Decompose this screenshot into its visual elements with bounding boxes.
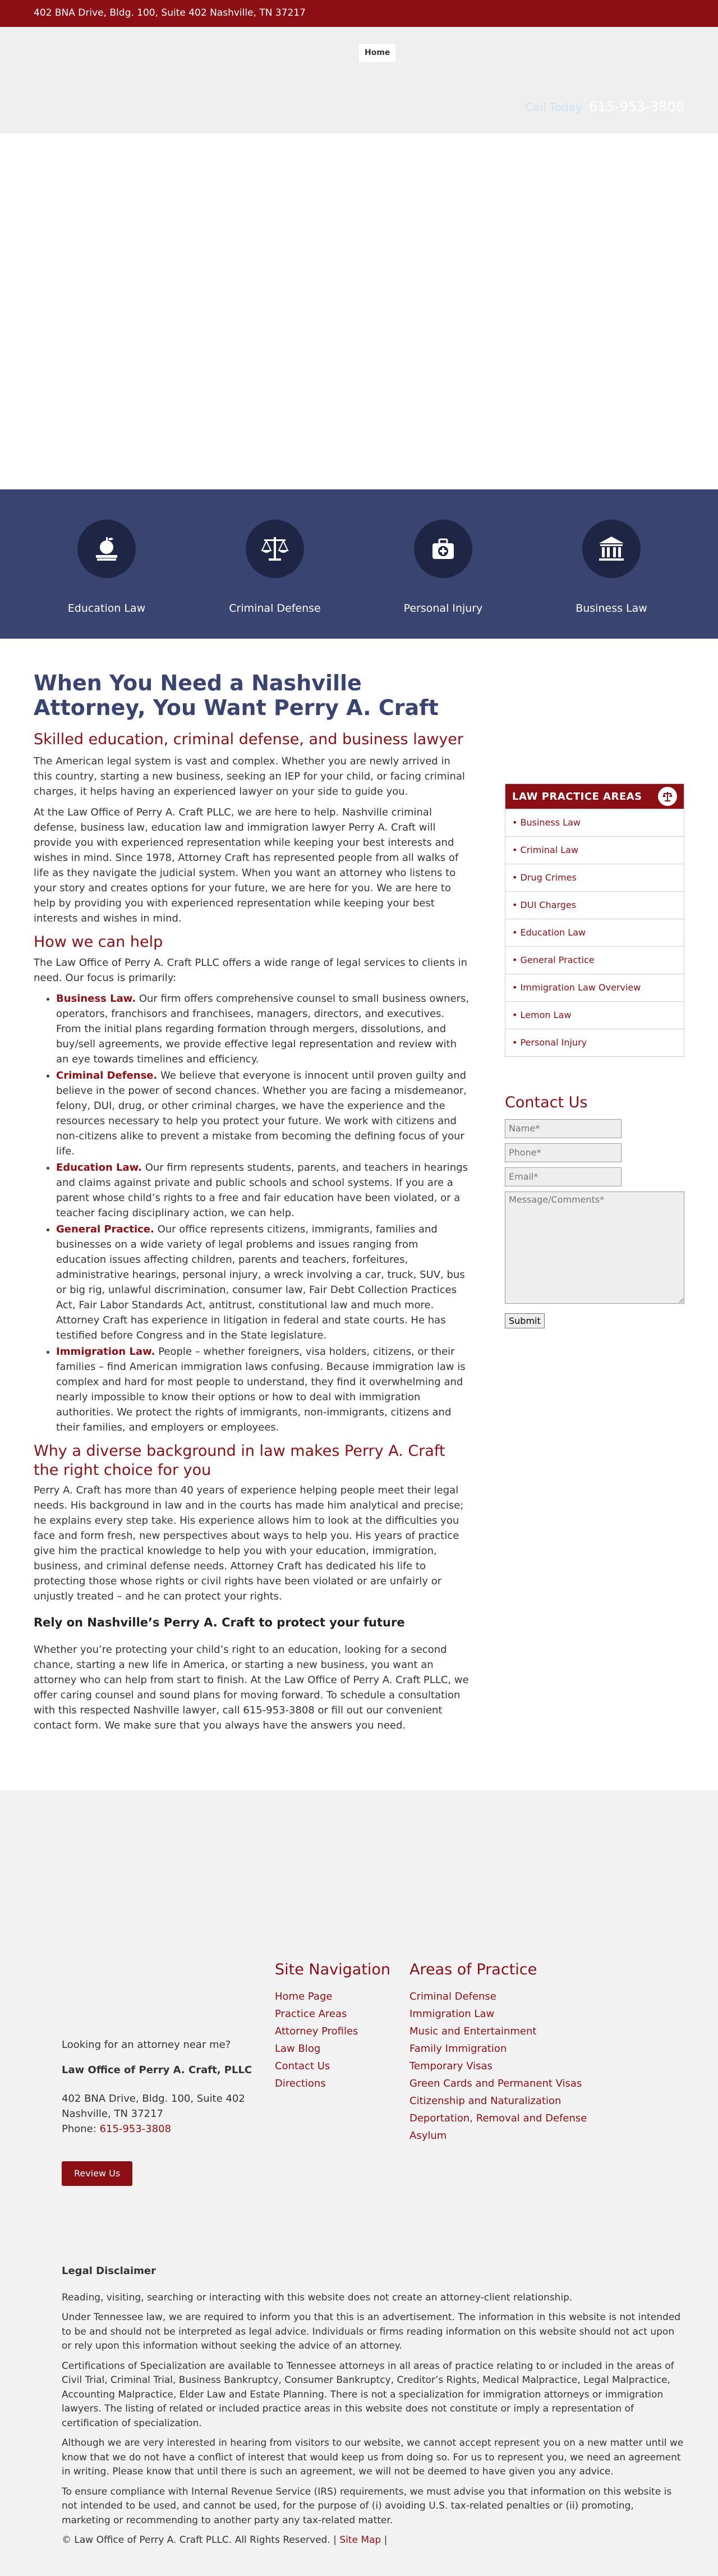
practice-link-drug-crimes[interactable]: • Drug Crimes [505, 864, 684, 891]
focus-lead: Criminal Defense. [56, 1069, 158, 1081]
apple-books-icon [77, 520, 136, 578]
practice-link-label: Criminal Law [520, 845, 579, 855]
practice-link-label: DUI Charges [520, 900, 577, 910]
footer-firm-name: Law Office of Perry A. Craft, PLLC [62, 2064, 252, 2076]
band-item-criminal[interactable] [191, 489, 359, 639]
practice-link-business-law[interactable]: • Business Law [505, 809, 684, 836]
footer-link-practice-areas[interactable]: Practice Areas [275, 2008, 347, 2020]
rely-paragraph: Whether you’re protecting your child’s right to an education, looking for a second chance, starting a new life in America, or starting a new business, you want an attorney who can help from start to finish. At the Law Office of Perry A. Craft PLLC, we offer caring counsel and sound plans for moving forward. To schedule a consultation with this respected Nashville lawyer, call 615-953-3808 or fill out our convenient contact form. We make sure that you always have the answers you need. [34, 1643, 469, 1731]
focus-lead: Business Law. [56, 992, 136, 1005]
nav-home-link[interactable]: Home [359, 44, 395, 62]
practice-link-personal-injury[interactable]: • Personal Injury [505, 1029, 684, 1056]
band-label-education: Education Law [67, 602, 146, 615]
intro-paragraph-2: At the Law Office of Perry A. Craft PLLC, we are here to help. Nashville criminal defense, business law, education law and immigration lawyer Perry A. Craft will provide you with experienced representation while keeping your best interests and wishes in mind. Since 1978, Attorney Craft has represented people from all walks of life as they navigate the judicial system. When you want an attorney who listens to your story and creates options for your future, we are here for you. We are here to help by providing you with experienced representation while keeping your best interests and wishes in mind. [34, 806, 459, 925]
site-navigation [275, 1959, 409, 2186]
focus-item-criminal [56, 1068, 471, 1159]
main-content [0, 639, 718, 1739]
focus-text: Our firm represents students, parents, and teachers in hearings and claims against private and public schools and school systems. If you are a parent whose child’s rights to a free and fair education have been violated, or a teacher facing disciplinary action, we can help. [56, 1161, 468, 1219]
practice-link-lemon-law[interactable]: • Lemon Law [505, 1001, 684, 1029]
copyright-line [62, 2533, 684, 2548]
help-heading: How we can help [34, 933, 163, 951]
footer-phone-label: Phone: [62, 2123, 96, 2135]
rely-heading: Rely on Nashville’s Perry A. Craft to protect your future [34, 1616, 405, 1630]
areas-of-practice-title: Areas of Practice [409, 1960, 537, 1978]
copyright-text: © Law Office of Perry A. Craft PLLC. All Rights Reserved. | [62, 2534, 337, 2546]
footer-area-family-immigration[interactable]: Family Immigration [409, 2043, 507, 2055]
article [34, 671, 471, 1739]
focus-text: People – whether foreigners, visa holders, citizens, or their families – find American immigration laws confusing. Because immigration law is complex and hard for most people to understand, they find it overwhelming and nearly impossible to know their options or how to deal with immigration authorities. We protect the rights of immigrants, non-immigrants, citizens and their families, and employers or employees. [56, 1345, 466, 1433]
page-title: When You Need a Nashville Attorney, You Want Perry A. Craft [34, 671, 439, 720]
law-practice-areas-title: LAW PRACTICE AREAS [512, 790, 642, 803]
review-us-button[interactable]: Review Us [62, 2161, 132, 2186]
practice-link-label: Lemon Law [520, 1010, 572, 1020]
focus-text: Our firm offers comprehensive counsel to small business owners, operators, franchisors and franchisees, managers, directors, and executives. From the initial plans regarding formation through mergers, dissolutions, and buy/sell agreements, we provide effective legal representation and review with an eye towards timelines and efficiency. [56, 992, 470, 1065]
footer-phone-link[interactable]: 615-953-3808 [99, 2123, 172, 2135]
focus-item-business [56, 991, 471, 1067]
focus-lead: Immigration Law. [56, 1345, 155, 1358]
footer-area-music-entertainment[interactable]: Music and Entertainment [409, 2025, 537, 2038]
practice-link-label: Business Law [520, 817, 581, 828]
footer-phone-line [62, 2121, 275, 2137]
band-item-business[interactable] [527, 489, 696, 639]
footer-link-attorney-profiles[interactable]: Attorney Profiles [275, 2025, 358, 2038]
header-phone-link[interactable]: 615-953-3808 [588, 99, 684, 114]
areas-of-practice [409, 1959, 611, 2186]
bank-building-icon [582, 520, 641, 578]
footer-area-immigration-law[interactable]: Immigration Law [409, 2008, 495, 2020]
focus-lead: Education Law. [56, 1161, 142, 1174]
band-item-injury[interactable] [359, 489, 527, 639]
legal-paragraph: Under Tennessee law, we are required to inform you that this is an advertisement. The information in this website is not intended to be and should not be interpreted as legal advice. Individuals or firms reading information on this website should not act upon or rely upon this information without seeking the advice of an attorney. [62, 2312, 681, 2352]
focus-lead: General Practice. [56, 1223, 154, 1235]
legal-paragraph: Certifications of Specialization are available to Tennessee attorneys in all areas of practice relating to or included in the areas of Civil Trial, Criminal Trial, Business Bankruptcy, Consumer Bankruptcy, Creditor’s Rights, Medical Malpractice, Legal Malpractice, Accounting Malpractice, Elder Law and Estate Planning. There is not a specialization for immigration attorneys or immigration lawyers. The listing of related or included practice areas in this website does not constitute or imply a representation of certification of specialization. [62, 2360, 674, 2429]
footer-contact [62, 1959, 275, 2186]
footer [0, 1790, 718, 2576]
why-paragraph: Perry A. Craft has more than 40 years of experience helping people meet their legal needs. His background in law and in the courts has made him analytical and precise; he explains every step take. His experience allows him to look at the difficulties you face and form fresh, new perspectives about ways to help you. His years of practice give him the practical knowledge to help you with your education, immigration, business, and criminal defense needs. Attorney Craft has dedicated his life to protecting those whose rights or civil rights have been violated or are unfairly or unjustly treated – and he can protect your rights. [34, 1484, 464, 1603]
legal-paragraph: Reading, visiting, searching or interacting with this website does not create an attorney-client relationship. [62, 2291, 573, 2303]
sitemap-link[interactable]: Site Map [339, 2534, 381, 2546]
legal-title: Legal Disclaimer [62, 2265, 156, 2277]
sidebar [505, 671, 684, 1739]
copyright-trail: | [384, 2534, 388, 2546]
footer-area-citizenship[interactable]: Citizenship and Naturalization [409, 2095, 561, 2107]
focus-item-education [56, 1160, 471, 1221]
footer-link-home-page[interactable]: Home Page [275, 1991, 333, 2003]
band-label-business: Business Law [576, 602, 647, 615]
hero-area [0, 134, 718, 489]
practice-link-label: Education Law [520, 927, 586, 938]
footer-area-asylum[interactable]: Asylum [409, 2130, 447, 2142]
top-address-bar [0, 0, 718, 27]
footer-address-1: 402 BNA Drive, Bldg. 100, Suite 402 [62, 2092, 245, 2105]
legal-paragraph: Although we are very interested in hearing from visitors to our website, we cannot accept represent you on a new matter until we know that we do not have a conflict of interest that would keep us from doing so. For us to represent you, we need an agreement in writing. Please know that until there is such an agreement, we will not be deemed to have given you any advice. [62, 2437, 684, 2478]
footer-link-law-blog[interactable]: Law Blog [275, 2043, 321, 2055]
footer-looking: Looking for an attorney near me? [62, 2038, 231, 2051]
practice-link-general-practice[interactable]: • General Practice [505, 946, 684, 974]
top-address: 402 BNA Drive, Bldg. 100, Suite 402 Nashville, TN 37217 [34, 7, 306, 19]
footer-columns [62, 1959, 684, 2186]
practice-link-immigration-law-overview[interactable]: • Immigration Law Overview [505, 974, 684, 1001]
band-label-criminal: Criminal Defense [229, 602, 321, 615]
name-input[interactable] [505, 1119, 622, 1138]
focus-text: Our office represents citizens, immigrants, families and businesses on a wide variety of legal problems and issues ranging from education issues affecting children, parents and teachers, forfeitures, administrative hearings, personal injury, a wreck involving a car, truck, SUV, bus or big rig, unlawful discrimination, consumer law, Fair Debt Collection Practices Act, Fair Labor Standards Act, antitrust, constitutional law and much more. Attorney Craft has experience in litigation in federal and state courts. He has testified before Congress and in the State legislature. [56, 1223, 465, 1341]
help-intro: The Law Office of Perry A. Craft PLLC offers a wide range of legal services to clients in need. Our focus is primarily: [34, 956, 468, 984]
practice-link-label: Drug Crimes [520, 872, 577, 883]
contact-title: Contact Us [505, 1094, 588, 1111]
practice-link-criminal-law[interactable]: • Criminal Law [505, 836, 684, 864]
call-today-label: Call Today [525, 100, 582, 114]
focus-list [56, 991, 471, 1435]
scales-icon [246, 520, 304, 578]
site-navigation-title: Site Navigation [275, 1960, 391, 1978]
footer-area-green-cards[interactable]: Green Cards and Permanent Visas [409, 2078, 582, 2090]
footer-link-contact-us[interactable]: Contact Us [275, 2060, 330, 2073]
footer-link-directions[interactable]: Directions [275, 2078, 326, 2090]
band-label-injury: Personal Injury [403, 602, 483, 615]
legal-disclaimer [62, 2263, 684, 2548]
scales-icon [658, 787, 677, 806]
footer-address-2: Nashville, TN 37217 [62, 2107, 163, 2120]
footer-area-criminal-defense[interactable]: Criminal Defense [409, 1991, 496, 2003]
phone-input[interactable] [505, 1143, 622, 1162]
submit-button[interactable]: Submit [505, 1313, 545, 1328]
legal-paragraph: To ensure compliance with Internal Revenue Service (IRS) requirements, we must advise you that information on this website is not intended to be used, and cannot be used, for the purpose of (i) avoiding U.S. tax-related penalties or (ii) promoting, marketing or recommending to another party any tax-related matter. [62, 2486, 672, 2526]
focus-item-general [56, 1222, 471, 1343]
why-heading: Why a diverse background in law makes Perry A. Craft the right choice for you [34, 1442, 445, 1479]
law-practice-areas-panel [505, 783, 684, 1057]
practice-link-dui-charges[interactable]: • DUI Charges [505, 891, 684, 919]
footer-area-temporary-visas[interactable]: Temporary Visas [409, 2060, 493, 2073]
call-today [525, 97, 684, 117]
medical-bag-icon [414, 520, 472, 578]
practice-link-label: Immigration Law Overview [520, 982, 641, 993]
practice-link-label: General Practice [520, 955, 595, 965]
band-item-education[interactable] [22, 489, 191, 639]
intro-paragraph-1: The American legal system is vast and complex. Whether you are newly arrived in this country, starting a new business, seeking an IEP for your child, or facing criminal charges, it helps having an experienced lawyer on your side to guide you. [34, 755, 465, 798]
page-subtitle: Skilled education, criminal defense, and business lawyer [34, 731, 464, 749]
practice-band [0, 489, 718, 639]
focus-item-immigration [56, 1344, 471, 1435]
law-practice-areas-header [505, 784, 684, 809]
practice-link-education-law[interactable]: • Education Law [505, 919, 684, 946]
header [0, 27, 718, 134]
email-input[interactable] [505, 1167, 622, 1186]
footer-area-deportation[interactable]: Deportation, Removal and Defense [409, 2112, 587, 2125]
focus-text: We believe that everyone is innocent until proven guilty and believe in the power of second chances. Whether you are facing a misdemeanor, felony, DUI, drug, or other criminal charges, we have the experience and the resources necessary to help you protect your future. We work with citizens and non-citizens alike to prevent a mistake from becoming the defining focus of your life. [56, 1069, 467, 1157]
contact-form [505, 1119, 684, 1328]
message-textarea[interactable] [505, 1191, 684, 1304]
practice-link-label: Personal Injury [520, 1037, 587, 1048]
